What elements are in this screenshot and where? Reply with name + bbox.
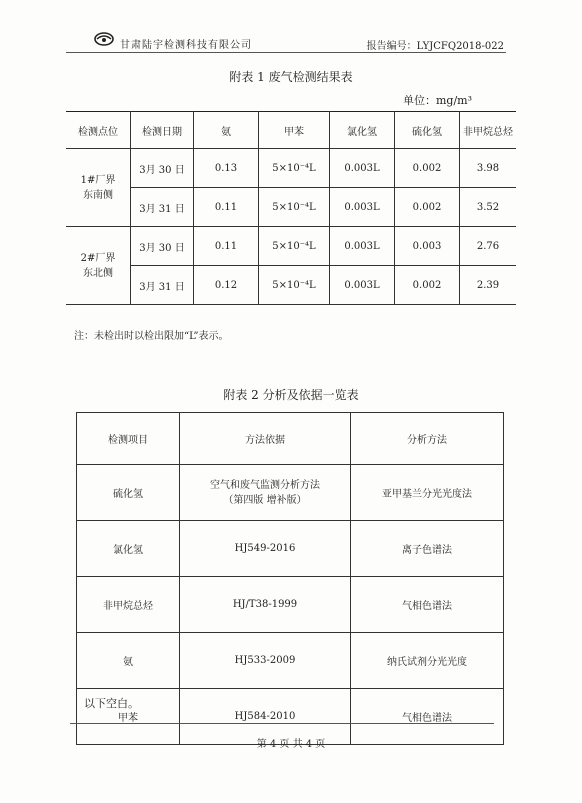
company-name: 甘肃陆宇检测科技有限公司 xyxy=(120,40,252,51)
basis-cell xyxy=(180,465,351,521)
hcl-cell: 0.003L xyxy=(330,188,395,227)
header-cell: 甲苯 xyxy=(259,112,330,149)
hcl-cell: 0.003L xyxy=(330,266,395,305)
table-header-row xyxy=(66,112,516,149)
table-row xyxy=(77,633,504,689)
company-logo-icon xyxy=(94,32,114,46)
nmhc-cell: 3.98 xyxy=(460,149,517,188)
ammonia-cell: 0.11 xyxy=(194,227,259,266)
exhaust-gas-results-table xyxy=(66,111,516,305)
closing-remark: 以下空白。 xyxy=(84,697,139,710)
basis-line: （第四版 增补版） xyxy=(223,494,307,506)
method-cell: 纳氏试剂分光光度 xyxy=(351,633,504,689)
table-header-row xyxy=(77,413,504,465)
h2s-cell: 0.002 xyxy=(395,149,460,188)
h2s-cell: 0.003 xyxy=(395,227,460,266)
header-cell: 硫化氢 xyxy=(395,112,460,149)
table1-note: 注：未检出时以检出限加“L”表示。 xyxy=(74,331,229,342)
ammonia-cell: 0.13 xyxy=(194,149,259,188)
header-cell: 非甲烷总烃 xyxy=(460,112,517,149)
location-line: 东北侧 xyxy=(83,267,113,279)
basis-cell: HJ549-2016 xyxy=(180,521,351,577)
item-cell: 氨 xyxy=(77,633,180,689)
ammonia-cell: 0.11 xyxy=(194,188,259,227)
header-cell: 检测项目 xyxy=(77,413,180,465)
report-number: 报告编号：LYJCFQ2018-022 xyxy=(366,41,504,52)
date-cell: 3月 31 日 xyxy=(131,266,194,305)
item-cell: 硫化氢 xyxy=(77,465,180,521)
item-cell: 甲苯 xyxy=(77,689,180,745)
footer-divider xyxy=(70,723,494,724)
hcl-cell: 0.003L xyxy=(330,149,395,188)
item-cell: 非甲烷总烃 xyxy=(77,577,180,633)
analysis-basis-table xyxy=(76,412,504,745)
toluene-cell: 5×10⁻⁴L xyxy=(259,266,330,305)
nmhc-cell: 2.39 xyxy=(460,266,517,305)
hcl-cell: 0.003L xyxy=(330,227,395,266)
table1-title: 附表 1 废气检测结果表 xyxy=(229,70,353,84)
table-row xyxy=(66,266,516,305)
h2s-cell: 0.002 xyxy=(395,266,460,305)
location-cell xyxy=(66,149,131,227)
header-cell: 分析方法 xyxy=(351,413,504,465)
location-cell xyxy=(66,227,131,305)
toluene-cell: 5×10⁻⁴L xyxy=(259,149,330,188)
header-cell: 方法依据 xyxy=(180,413,351,465)
date-cell: 3月 30 日 xyxy=(131,149,194,188)
header-cell: 检测点位 xyxy=(66,112,131,149)
table1-unit: 单位：mg/m³ xyxy=(402,94,472,107)
basis-cell: HJ/T38-1999 xyxy=(180,577,351,633)
toluene-cell: 5×10⁻⁴L xyxy=(259,227,330,266)
basis-line: 空气和废气监测分析方法 xyxy=(210,479,320,491)
table-row xyxy=(66,149,516,188)
date-cell: 3月 30 日 xyxy=(131,227,194,266)
location-line: 东南侧 xyxy=(83,189,113,201)
basis-cell: HJ533-2009 xyxy=(180,633,351,689)
table2-title: 附表 2 分析及依据一览表 xyxy=(223,388,359,402)
method-cell: 气相色谱法 xyxy=(351,689,504,745)
toluene-cell: 5×10⁻⁴L xyxy=(259,188,330,227)
basis-cell: HJ584-2010 xyxy=(180,689,351,745)
location-line: 1#厂界 xyxy=(80,174,116,186)
date-cell: 3月 31 日 xyxy=(131,188,194,227)
nmhc-cell: 3.52 xyxy=(460,188,517,227)
table-row xyxy=(66,227,516,266)
ammonia-cell: 0.12 xyxy=(194,266,259,305)
table-row xyxy=(77,465,504,521)
header-cell: 氯化氢 xyxy=(330,112,395,149)
table-row xyxy=(77,521,504,577)
item-cell: 氯化氢 xyxy=(77,521,180,577)
nmhc-cell: 2.76 xyxy=(460,227,517,266)
table-row xyxy=(66,188,516,227)
header-cell: 氨 xyxy=(194,112,259,149)
method-cell: 离子色谱法 xyxy=(351,521,504,577)
method-cell: 亚甲基兰分光光度法 xyxy=(351,465,504,521)
location-line: 2#厂界 xyxy=(80,252,116,264)
page-number: 第 4 页 共 4 页 xyxy=(256,739,326,750)
table-row xyxy=(77,577,504,633)
method-cell: 气相色谱法 xyxy=(351,577,504,633)
header-divider xyxy=(66,52,506,53)
h2s-cell: 0.002 xyxy=(395,188,460,227)
header-cell: 检测日期 xyxy=(131,112,194,149)
